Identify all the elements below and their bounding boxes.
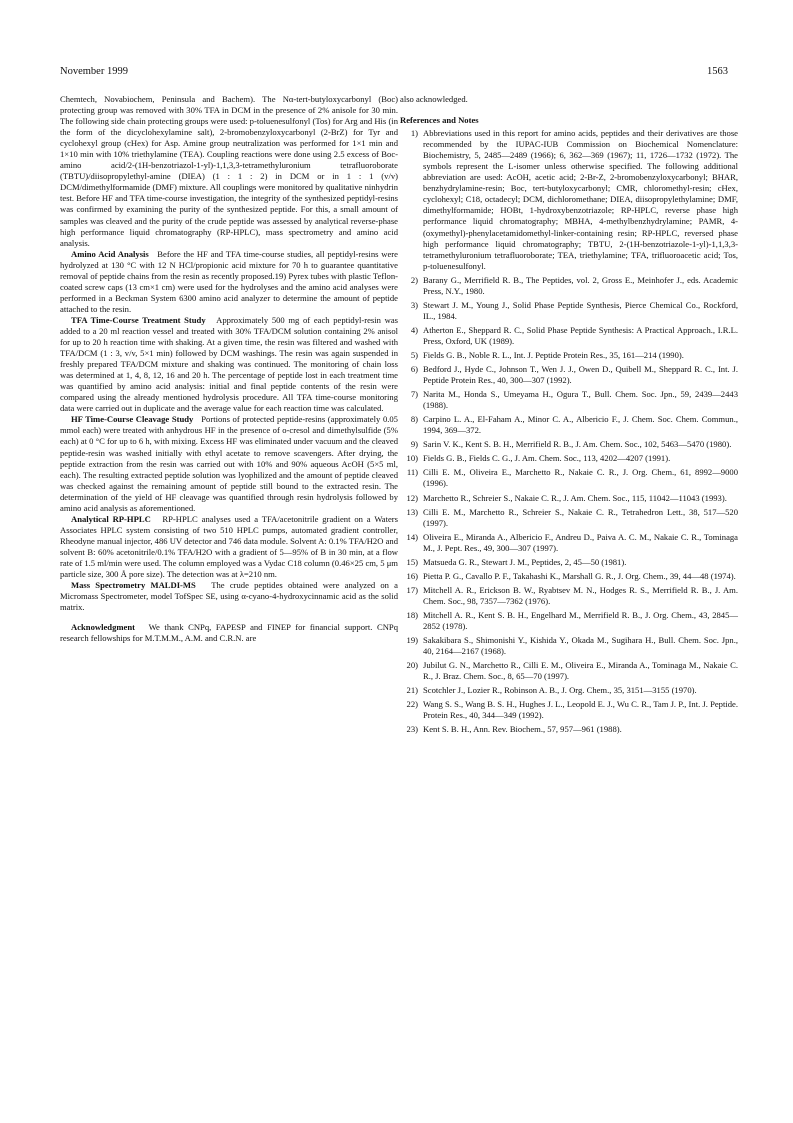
reference-text: Sarin V. K., Kent S. B. H., Merrifield R. B., J. Am. Chem. Soc., 102, 5463—5470 (1980).: [423, 439, 732, 450]
hf-time-course-paragraph: [60, 414, 398, 513]
reference-item: [400, 275, 738, 297]
reference-number: 4): [410, 324, 418, 335]
reference-item: [400, 660, 738, 682]
reference-text: Stewart J. M., Young J., Solid Phase Peptide Synthesis, Pierce Chemical Co., Rockford, IL., 1984.: [423, 299, 738, 321]
tfa-time-course-paragraph: [60, 315, 398, 414]
reference-text: Bedford J., Hyde C., Johnson T., Wen J. J., Owen D., Quibell M., Sheppard R. C., Int. J. Peptide Protein Res., 40, 300—307 (1992).: [423, 364, 738, 386]
reference-item: [400, 557, 738, 568]
reference-item: [400, 414, 738, 436]
reference-item: [400, 724, 738, 735]
reference-number: 2): [410, 274, 418, 285]
reference-item: [400, 389, 738, 411]
reference-item: [400, 364, 738, 386]
reference-text: Narita M., Honda S., Umeyama H., Ogura T., Bull. Chem. Soc. Jpn., 59, 2439—2443 (1988).: [423, 389, 738, 411]
reference-text: Jubilut G. N., Marchetto R., Cilli E. M., Oliveira E., Miranda A., Tominaga M., Nakaie C. R., J. Braz. Chem. Soc., 8, 65—70 (1997).: [423, 660, 738, 682]
reference-text: Mitchell A. R., Kent S. B. H., Engelhard M., Merrifield R. B., J. Org. Chem., 43, 2845—2852 (1978).: [423, 609, 738, 631]
acknowledgment-continuation: also acknowledged.: [400, 94, 468, 104]
reference-text: Scotchler J., Lozier R., Robinson A. B., J. Org. Chem., 35, 3151—3155 (1970).: [423, 685, 697, 696]
reference-item: [400, 453, 738, 464]
reference-number: 18): [406, 609, 418, 620]
reference-text: Sakakibara S., Shimonishi Y., Kishida Y., Okada M., Sugihara H., Bull. Chem. Soc. Jpn., 40, 2164—2167 (1968).: [423, 635, 738, 657]
reference-number: 1): [410, 128, 418, 139]
reference-number: 10): [406, 453, 418, 464]
section-heading: TFA Time-Course Treatment Study: [71, 314, 206, 325]
section-text: Before the HF and TFA time-course studies, all peptidyl-resins were hydrolyzed at 130 °C with 12 N HCl/propionic acid mixture for 70 h to guarantee quantitative removal of peptide chains from the resin as recently proposed.19) Pyrex tubes with plastic Teflon-coated screw caps (13 cm×1 cm) were used for the hydrolyses and the amino acid analyses were performed in a Beckman System 6300 amino acid analyzer to determine the amount of peptide attached to the resin.: [60, 248, 398, 314]
reference-number: 19): [406, 635, 418, 646]
reference-item: [400, 532, 738, 554]
reference-text: Wang S. S., Wang B. S. H., Hughes J. L., Leopold E. J., Wu C. R., Tam J. P., Int. J. Peptide. Protein Res., 40, 344—349 (1992).: [423, 699, 738, 721]
reference-item: [400, 685, 738, 696]
section-text: RP-HPLC analyses used a TFA/acetonitrile gradient on a Waters Associates HPLC system consisting of two 510 HPLC pumps, automated gradient controller, Rheodyne manual injector, 486 UV detector and 746 data module. Solvent A: 0.1% TFA/H2O and solvent B: 60% acetonitrile/0.1% TFA/H2O with a gradient of 5—95% of B in 30 min, at a flow rate of 1.5 ml/min were used. The column employed was a Vydac C18 column (0.46×25 cm, 5 μm particle size, 300 Å pore size). The detection was at λ=210 nm.: [60, 513, 398, 580]
section-heading: Analytical RP-HPLC: [71, 513, 151, 524]
reference-text: Carpino L. A., El-Faham A., Minor C. A., Albericio F., J. Chem. Soc. Chem. Commun., 1994, 369—372.: [423, 414, 738, 436]
reference-number: 21): [406, 685, 418, 696]
reference-item: [400, 300, 738, 322]
section-heading: Mass Spectrometry MALDI-MS: [71, 580, 196, 591]
reference-number: 22): [406, 699, 418, 710]
section-text: The crude peptides obtained were analyzed on a Micromass Spectrometer, model TofSpec SE, using α-cyano-4-hydroxycinnamic acid as the solid matrix.: [60, 580, 398, 613]
reference-item: [400, 350, 738, 361]
section-heading: Amino Acid Analysis: [71, 248, 149, 259]
section-text: Portions of protected peptide-resins (approximately 0.05 mmol each) were treated with anhydrous HF in the presence of o-cresol and dimethylsulfide (5% each) at 0 °C for up to 6 h, with mixing. Excess HF was eliminated under vacuum and the cleaved peptide-resin was washed initially with ethyl acetate to remove scavengers. After drying, the peptide extraction from the resin was carried out with 10% and 90% aqueous AcOH (5×5 ml, each). The resulting extracted peptide solution was lyophilized and the amount of peptide cleaved was checked against the remaining amount of peptide still bound to the extracted resin. The determination of the yield of HF cleavage was quantified through resin hydrolysis followed by amino acid analysis as aforementioned.: [60, 414, 398, 513]
acknowledgment-paragraph: [60, 622, 398, 644]
reference-text: Cilli E. M., Oliveira E., Marchetto R., Nakaie C. R., J. Org. Chem., 61, 8992—9000 (1996).: [423, 467, 738, 489]
reference-number: 12): [406, 492, 418, 503]
reference-text: Fields G. B., Fields C. G., J. Am. Chem. Soc., 113, 4202—4207 (1991).: [423, 453, 671, 464]
reference-text: Oliveira E., Miranda A., Albericio F., Andreu D., Paiva A. C. M., Nakaie C. R., Tominaga M., J. Pept. Res., 49, 300—307 (1997).: [423, 531, 738, 553]
reference-number: 11): [406, 467, 418, 478]
reference-text: Matsueda G. R., Stewart J. M., Peptides, 2, 45—50 (1981).: [423, 556, 627, 567]
reference-text: Abbreviations used in this report for amino acids, peptides and their derivatives are those recommended by the IUPAC-IUB Commission on Biochemical Nomenclature: Biochemistry, 5, 2485—2489 (1966); 6, 362—369 (1967); 11, 1726—1732 (1972). The symbols represent the L-isomer unless otherwise specified. The following additional abbreviation are used: AcOH, acetic acid; 2-Br-Z, 2-bromobenzyloxycarbonyl; BHAR, benzhydrylamine-resin; Boc, tert-butyloxycarbonyl; CMR, chloromethyl-resin; cHex, cyclohexyl; C18, octadecyl; DCM, dichloromethane; DIEA, diisopropylethylamine; DMF, dimethylformamide; HOBt, 1-hydroxybenzotriazole; RP-HPLC, reverse phase high performance liquid chromatography; MBHA, 4-methylbenzhydrylamine; PAMR, 4-(oxymethyl)-phenylacetamidomethyl-linker-containing resin; RP-HPLC, reversed phase high performance liquid chromatography; TBTU, 2-(1H-benzotriazole-1-yl)-1,1,3,3-tetramethyluronium tetrafluoroborate; TEA, triethylamine; TFA, trifluoroacetic acid; Tos, p-toluenesulfonyl.: [423, 128, 738, 271]
reference-item: [400, 699, 738, 721]
reference-number: 7): [410, 389, 418, 400]
reference-item: [400, 507, 738, 529]
rp-hplc-paragraph: [60, 514, 398, 580]
reference-text: Barany G., Merrifield R. B., The Peptides, vol. 2, Gross E., Meinhofer J., eds. Academic Press, N.Y., 1980.: [423, 274, 738, 296]
section-text: Approximately 500 mg of each peptidyl-resin was added to a 20 ml reaction vessel and treated with 30% TFA/DCM solution containing 2% anisol for up to 20 h reaction time with shaking. At a given time, the resin was filtered and washed with TFA/DCM (1 : 3, v/v, 5×1 min) followed by DCM washings. The resin was again suspended in freshly prepared TFA/DCM mixture and shaking was continued. The monitoring of chain loss was determined at 1, 4, 8, 12, 16 and 20 h. The percentage of peptide lost in each treatment time was quantified by amino acid analysis: initial and final peptide contents of the resin were compared using the already mentioned hydrolysis procedure. All TFA time-course monitoring data were carried out in duplicate and the average value for each reaction time was calculated.: [60, 314, 398, 414]
reference-text: Cilli E. M., Marchetto R., Schreier S., Nakaie C. R., Tetrahedron Lett., 38, 517—520 (1997).: [423, 506, 738, 528]
reference-number: 9): [410, 439, 418, 450]
reference-number: 8): [410, 414, 418, 425]
right-column: [400, 94, 738, 738]
reference-number: 6): [410, 364, 418, 375]
reference-item: [400, 610, 738, 632]
reference-text: Fields G. B., Noble R. L., Int. J. Peptide Protein Res., 35, 161—214 (1990).: [423, 349, 684, 360]
reference-number: 5): [410, 349, 418, 360]
reference-text: Pietta P. G., Cavallo P. F., Takahashi K., Marshall G. R., J. Org. Chem., 39, 44—48 (1974).: [423, 570, 736, 581]
reference-number: 3): [410, 299, 418, 310]
reference-number: 17): [406, 584, 418, 595]
reference-item: [400, 493, 738, 504]
reference-item: [400, 439, 738, 450]
methods-intro-paragraph: Chemtech, Novabiochem, Peninsula and Bachem). The Nα-tert-butyloxycarbonyl (Boc) protecting group was removed with 30% TFA in DCM in the presence of 2% anisole for 30 min. The following side chain protecting groups were used: p-toluenesulfonyl (Tos) for Arg and His (in the form of the dicyclohexylamine salt), 2-bromobenzyloxycarbonyl (2-BrZ) for Tyr and cyclohexyl group (cHex) for Asp. Amine group neutralization was performed for 1×1 min and 1×10 min with 10% triethylamine (TEA). Coupling reactions were done using 2.5 excess of Boc-amino acid/2-(1H-benzotriazol-1-yl)-1,1,3,3-tetramethyluronium tetrafluoroborate (TBTU)/diisopropylethyl-amine (DIEA) (1 : 1 : 2) in DCM or in 1 : 1 (v/v) DCM/dimethylformamide (DMF) mixture. All couplings were monitored by qualitative ninhydrin test. Before HF and TFA time-course investigation, the integrity of the synthesized peptidyl-resins was confirmed by examining the purity of the synthesized peptide. For this, a small amount of samples was cleaved and the purity of the crude peptide was assessed by analytical reverse-phase high performance liquid chromatography (RP-HPLC), mass spectrometry and amino acid analysis.: [60, 94, 398, 248]
reference-number: 13): [406, 506, 418, 517]
maldi-ms-paragraph: [60, 580, 398, 613]
page-number: 1563: [707, 66, 728, 77]
reference-item: [400, 585, 738, 607]
reference-text: Marchetto R., Schreier S., Nakaie C. R., J. Am. Chem. Soc., 115, 11042—11043 (1993).: [423, 492, 727, 503]
left-column: [60, 94, 398, 644]
amino-acid-analysis-paragraph: [60, 249, 398, 315]
reference-item: [400, 467, 738, 489]
section-heading: HF Time-Course Cleavage Study: [71, 414, 194, 425]
reference-number: 15): [406, 556, 418, 567]
reference-text: Mitchell A. R., Erickson B. W., Ryabtsev M. N., Hodges R. S., Merrifield R. B., J. Am. Chem. Soc., 98, 7357—7362 (1976).: [423, 584, 738, 606]
reference-item: [400, 635, 738, 657]
reference-number: 16): [406, 570, 418, 581]
reference-number: 23): [406, 724, 418, 735]
references-heading: References and Notes: [400, 115, 479, 126]
acknowledgment-heading: Acknowledgment: [71, 622, 135, 633]
reference-item: [400, 571, 738, 582]
reference-number: 14): [406, 531, 418, 542]
reference-item: [400, 128, 738, 272]
reference-text: Atherton E., Sheppard R. C., Solid Phase Peptide Synthesis: A Practical Approach., I.R.L. Press, Oxford, UK (1989).: [423, 324, 738, 346]
reference-text: Kent S. B. H., Ann. Rev. Biochem., 57, 957—961 (1988).: [423, 724, 622, 735]
acknowledgment-text: We thank CNPq, FAPESP and FINEP for financial support. CNPq research fellowships for M.T.M.M., A.M. and C.R.N. are: [60, 622, 399, 644]
reference-item: [400, 325, 738, 347]
reference-list: [400, 128, 738, 735]
reference-number: 20): [406, 660, 418, 671]
running-header-date: November 1999: [60, 66, 128, 77]
